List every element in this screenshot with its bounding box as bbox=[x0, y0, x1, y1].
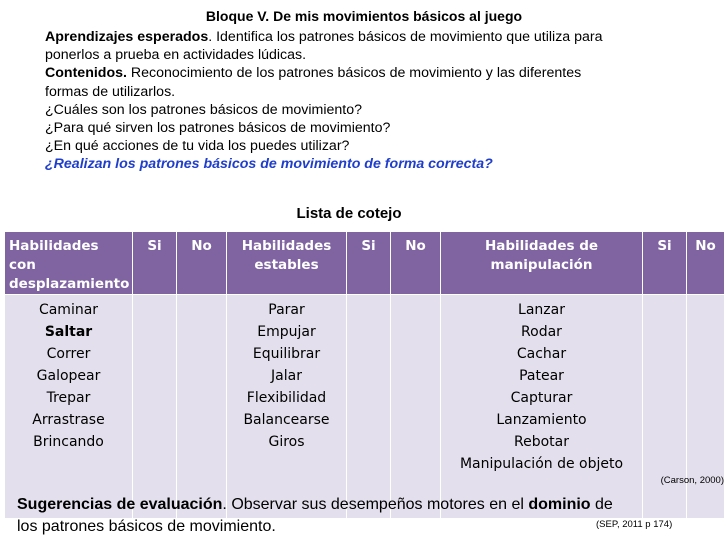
sugerencias-label: Sugerencias de evaluación bbox=[17, 496, 223, 513]
list-item: Patear bbox=[519, 368, 564, 384]
aprendizajes-text: . Identifica los patrones básicos de movimiento que utiliza para bbox=[208, 29, 603, 45]
list-item: Jalar bbox=[271, 368, 302, 384]
header-estables: Habilidades estables bbox=[227, 232, 347, 295]
list-item: Flexibilidad bbox=[246, 390, 327, 406]
list-item: Capturar bbox=[510, 390, 573, 406]
header-no-3: No bbox=[687, 232, 725, 295]
list-item: Empujar bbox=[257, 324, 316, 340]
sugerencias-text: . Observar sus desempeños motores en el bbox=[222, 496, 529, 513]
header-no-2: No bbox=[391, 232, 441, 295]
list-item: Trepar bbox=[46, 390, 91, 406]
table-header-row bbox=[5, 232, 725, 295]
checklist-title bbox=[0, 205, 728, 222]
header-si-3: Si bbox=[643, 232, 687, 295]
question-3: ¿En qué acciones de tu vida los puedes utilizar? bbox=[45, 138, 350, 155]
intro-block bbox=[45, 28, 715, 174]
carson-citation: (Carson, 2000) bbox=[660, 475, 724, 486]
contenidos-text: Reconocimiento de los patrones básicos de movimiento y las diferentes bbox=[126, 65, 582, 82]
header-no-1: No bbox=[177, 232, 227, 295]
header-manipulacion: Habilidades de manipulación bbox=[441, 232, 643, 295]
contenidos-label: Contenidos. bbox=[45, 65, 127, 82]
list-item: Balancearse bbox=[243, 412, 330, 428]
aprendizajes-line bbox=[45, 28, 715, 46]
dominio-word: dominio bbox=[528, 496, 591, 513]
check-cell-si-1[interactable] bbox=[133, 295, 177, 519]
contenidos-line bbox=[45, 64, 715, 82]
list-item: Brincando bbox=[33, 434, 104, 450]
contenidos-line-2: formas de utilizarlos. bbox=[45, 83, 176, 100]
list-item: Galopear bbox=[36, 368, 101, 384]
desplazamiento-list bbox=[5, 295, 133, 519]
list-item: Caminar bbox=[38, 302, 99, 318]
sugerencias-block bbox=[17, 494, 717, 538]
sep-citation: (SEP, 2011 p 174) bbox=[596, 519, 673, 530]
aprendizajes-line-2: ponerlos a prueba en actividades lúdicas. bbox=[45, 47, 307, 64]
sugerencias-text-line-2: los patrones básicos de movimiento. bbox=[17, 518, 276, 535]
page-title: Bloque V. De mis movimientos básicos al juego bbox=[205, 8, 523, 24]
estables-list bbox=[227, 295, 347, 519]
checklist-table bbox=[4, 231, 725, 519]
list-item: Lanzar bbox=[518, 302, 565, 318]
header-si-1: Si bbox=[133, 232, 177, 295]
list-item: Rebotar bbox=[514, 434, 569, 450]
check-cell-si-2[interactable] bbox=[347, 295, 391, 519]
check-cell-no-1[interactable] bbox=[177, 295, 227, 519]
header-si-2: Si bbox=[347, 232, 391, 295]
list-item: Manipulación de objeto bbox=[459, 456, 624, 472]
table-row bbox=[5, 295, 725, 519]
list-item: Rodar bbox=[521, 324, 562, 340]
list-item: Giros bbox=[268, 434, 305, 450]
check-cell-no-2[interactable] bbox=[391, 295, 441, 519]
list-item: Correr bbox=[46, 346, 91, 362]
question-1: ¿Cuáles son los patrones básicos de movimiento? bbox=[45, 101, 363, 118]
checklist-title-text: Lista de cotejo bbox=[296, 205, 402, 222]
list-item: Lanzamiento bbox=[496, 412, 587, 428]
aprendizajes-label: Aprendizajes esperados bbox=[45, 29, 209, 45]
list-item: Arrastrase bbox=[32, 412, 105, 428]
list-item: Saltar bbox=[44, 324, 93, 340]
manipulacion-list bbox=[441, 295, 643, 519]
list-item: Equilibrar bbox=[252, 346, 321, 362]
list-item: Parar bbox=[268, 302, 305, 318]
list-item: Cachar bbox=[516, 346, 567, 362]
question-2: ¿Para qué sirven los patrones básicos de movimiento? bbox=[45, 120, 391, 137]
header-desplazamiento: Habilidades con desplazamiento bbox=[5, 232, 133, 295]
highlight-question: ¿Realizan los patrones básicos de movimiento de forma correcta? bbox=[45, 156, 493, 173]
sugerencias-text-end: de bbox=[590, 496, 613, 513]
